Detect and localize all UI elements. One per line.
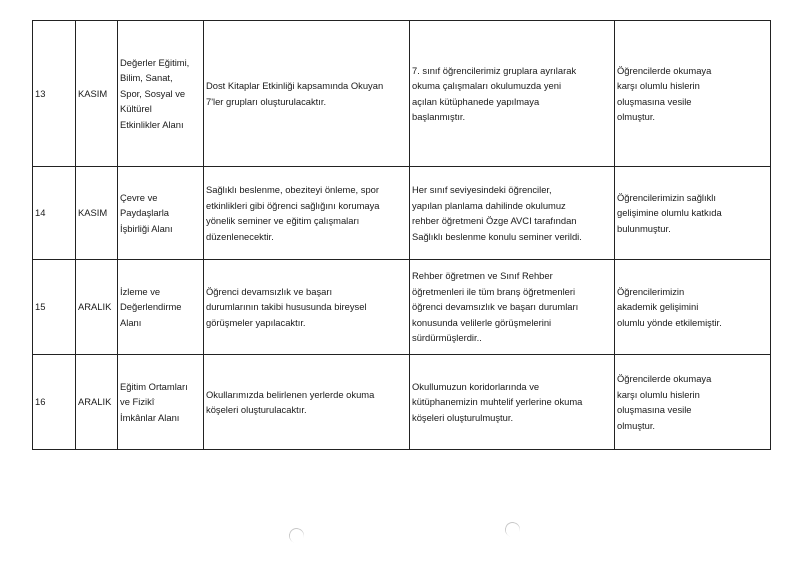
month-cell: KASIM xyxy=(76,167,118,260)
completed-activity-cell: Rehber öğretmen ve Sınıf Rehber öğretmenleri ile tüm branş öğretmenleri öğrenci devamsızlık ve başarı durumları konusunda velilerle görüşmelerini sürdürmüşlerdir.. xyxy=(410,260,615,355)
month-cell: ARALIK xyxy=(76,260,118,355)
result-cell: Öğrencilerimizin sağlıklı gelişimine olumlu katkıda bulunmuştur. xyxy=(615,167,771,260)
planned-activity-cell: Dost Kitaplar Etkinliği kapsamında Okuyan 7'ler grupları oluşturulacaktır. xyxy=(204,21,410,167)
table-row xyxy=(33,355,771,450)
area-cell: Değerler Eğitimi, Bilim, Sanat, Spor, Sosyal ve Kültürel Etkinlikler Alanı xyxy=(118,21,204,167)
month-cell: ARALIK xyxy=(76,355,118,450)
result-cell: Öğrencilerde okumaya karşı olumlu hislerin oluşmasına vesile olmuştur. xyxy=(615,21,771,167)
completed-activity-cell: Her sınıf seviyesindeki öğrenciler, yapılan planlama dahilinde okulumuz rehber öğretmeni Özge AVCI tarafından Sağlıklı beslenme konulu seminer verildi. xyxy=(410,167,615,260)
area-cell: Çevre ve Paydaşlarla İşbirliği Alanı xyxy=(118,167,204,260)
completed-activity-cell: Okullumuzun koridorlarında ve kütüphanemizin muhtelif yerlerine okuma köşeleri oluşturulmuştur. xyxy=(410,355,615,450)
row-number: 16 xyxy=(33,355,76,450)
punch-hole-mark xyxy=(503,520,522,539)
result-cell: Öğrencilerde okumaya karşı olumlu hislerin oluşmasına vesile olmuştur. xyxy=(615,355,771,450)
completed-activity-cell: 7. sınıf öğrencilerimiz gruplara ayrılarak okuma çalışmaları okulumuzda yeni açılan kütüphanede yapılmaya başlanmıştır. xyxy=(410,21,615,167)
area-cell: Eğitim Ortamları ve Fizikî İmkânlar Alanı xyxy=(118,355,204,450)
activity-plan-table xyxy=(32,20,771,450)
planned-activity-cell: Okullarımızda belirlenen yerlerde okuma köşeleri oluşturulacaktır. xyxy=(204,355,410,450)
row-number: 14 xyxy=(33,167,76,260)
row-number: 13 xyxy=(33,21,76,167)
month-cell: KASIM xyxy=(76,21,118,167)
table-row xyxy=(33,21,771,167)
row-number: 15 xyxy=(33,260,76,355)
table-row xyxy=(33,260,771,355)
planned-activity-cell: Sağlıklı beslenme, obeziteyi önleme, spor etkinlikleri gibi öğrenci sağlığını korumaya yönelik seminer ve eğitim çalışmaları düzenlenecektir. xyxy=(204,167,410,260)
planned-activity-cell: Öğrenci devamsızlık ve başarı durumlarının takibi hususunda bireysel görüşmeler yapılacaktır. xyxy=(204,260,410,355)
punch-hole-mark xyxy=(287,526,306,545)
result-cell: Öğrencilerimizin akademik gelişimini olumlu yönde etkilemiştir. xyxy=(615,260,771,355)
table-row xyxy=(33,167,771,260)
area-cell: İzleme ve Değerlendirme Alanı xyxy=(118,260,204,355)
